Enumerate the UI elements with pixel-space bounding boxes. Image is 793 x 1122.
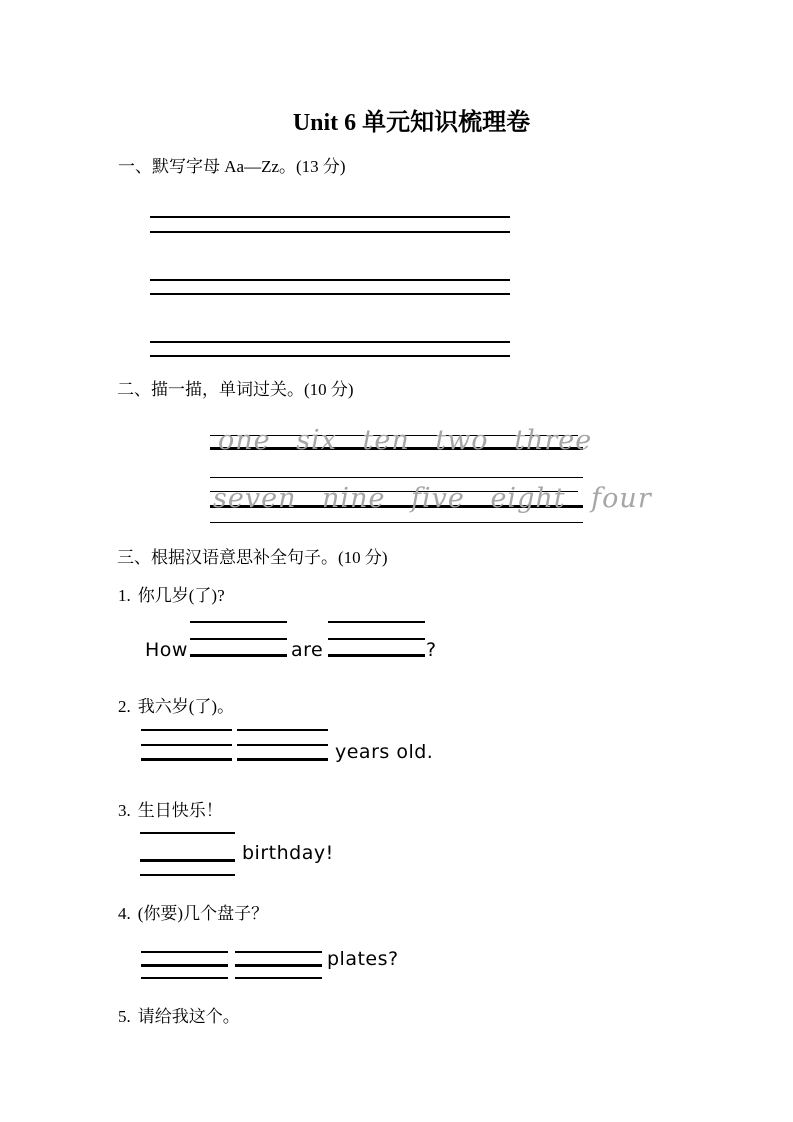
- page-title: Unit 6 单元知识梳理卷: [292, 110, 531, 136]
- question-prompt: 你几岁(了)?: [137, 586, 225, 605]
- blank-line: [235, 977, 322, 979]
- answer-word: birthday!: [242, 842, 334, 864]
- question-prompt: (你要)几个盘子？: [137, 904, 269, 923]
- question-prompt: 我六岁(了)。: [137, 697, 235, 716]
- writing-line: [150, 355, 510, 357]
- answer-blank: [141, 729, 232, 760]
- blank-baseline: [237, 758, 328, 761]
- section2-heading: 二、描一描，单词过关。(10 分): [117, 380, 354, 399]
- answer-blank: [237, 729, 328, 760]
- blank-line: [328, 638, 425, 640]
- writing-line: [150, 279, 510, 281]
- answer-word: How: [145, 639, 188, 661]
- answer-word: are: [291, 639, 324, 661]
- question-2: [118, 692, 234, 717]
- question-4: [118, 899, 268, 924]
- blank-line: [328, 621, 425, 623]
- question-number: 2.: [118, 697, 131, 716]
- answer-blank: [328, 621, 425, 657]
- question-5: [118, 1002, 240, 1027]
- blank-baseline: [141, 964, 228, 967]
- blank-line: [190, 621, 287, 623]
- answer-word: plates?: [327, 948, 399, 970]
- question-1: [118, 581, 225, 606]
- blank-line: [237, 729, 328, 731]
- writing-line: [150, 293, 510, 295]
- answer-word: years old.: [335, 741, 434, 763]
- blank-line: [141, 951, 228, 953]
- blank-baseline: [140, 859, 235, 862]
- blank-baseline: [190, 654, 287, 657]
- blank-baseline: [235, 964, 322, 967]
- blank-line: [235, 951, 322, 953]
- trace-guide-line: [210, 477, 583, 478]
- answer-blank: [141, 951, 228, 978]
- question-prompt: 请给我这个。: [137, 1007, 240, 1026]
- trace-words-row1: one six ten two three: [218, 425, 593, 456]
- writing-line: [150, 216, 510, 218]
- question-number: 4.: [118, 904, 131, 923]
- section1-heading: 一、默写字母 Aa—Zz。(13 分): [118, 157, 346, 176]
- blank-line: [140, 832, 235, 834]
- blank-line: [141, 744, 232, 746]
- question-3: [118, 796, 223, 821]
- blank-baseline: [328, 654, 425, 657]
- blank-line: [141, 977, 228, 979]
- blank-line: [140, 874, 235, 876]
- answer-blank: [235, 951, 322, 978]
- question-number: 1.: [118, 586, 131, 605]
- blank-line: [190, 638, 287, 640]
- writing-line: [150, 341, 510, 343]
- blank-line: [141, 729, 232, 731]
- writing-line: [150, 231, 510, 233]
- answer-punctuation: ?: [426, 639, 437, 661]
- answer-blank: [140, 832, 235, 876]
- trace-words-row2: seven nine five eight four: [213, 483, 652, 514]
- question-number: 5.: [118, 1007, 131, 1026]
- section3-heading: 三、根据汉语意思补全句子。(10 分): [117, 548, 388, 567]
- answer-blank: [190, 621, 287, 657]
- trace-guide-line: [210, 522, 583, 523]
- blank-baseline: [141, 758, 232, 761]
- blank-line: [237, 744, 328, 746]
- question-number: 3.: [118, 801, 131, 820]
- question-prompt: 生日快乐！: [137, 801, 223, 820]
